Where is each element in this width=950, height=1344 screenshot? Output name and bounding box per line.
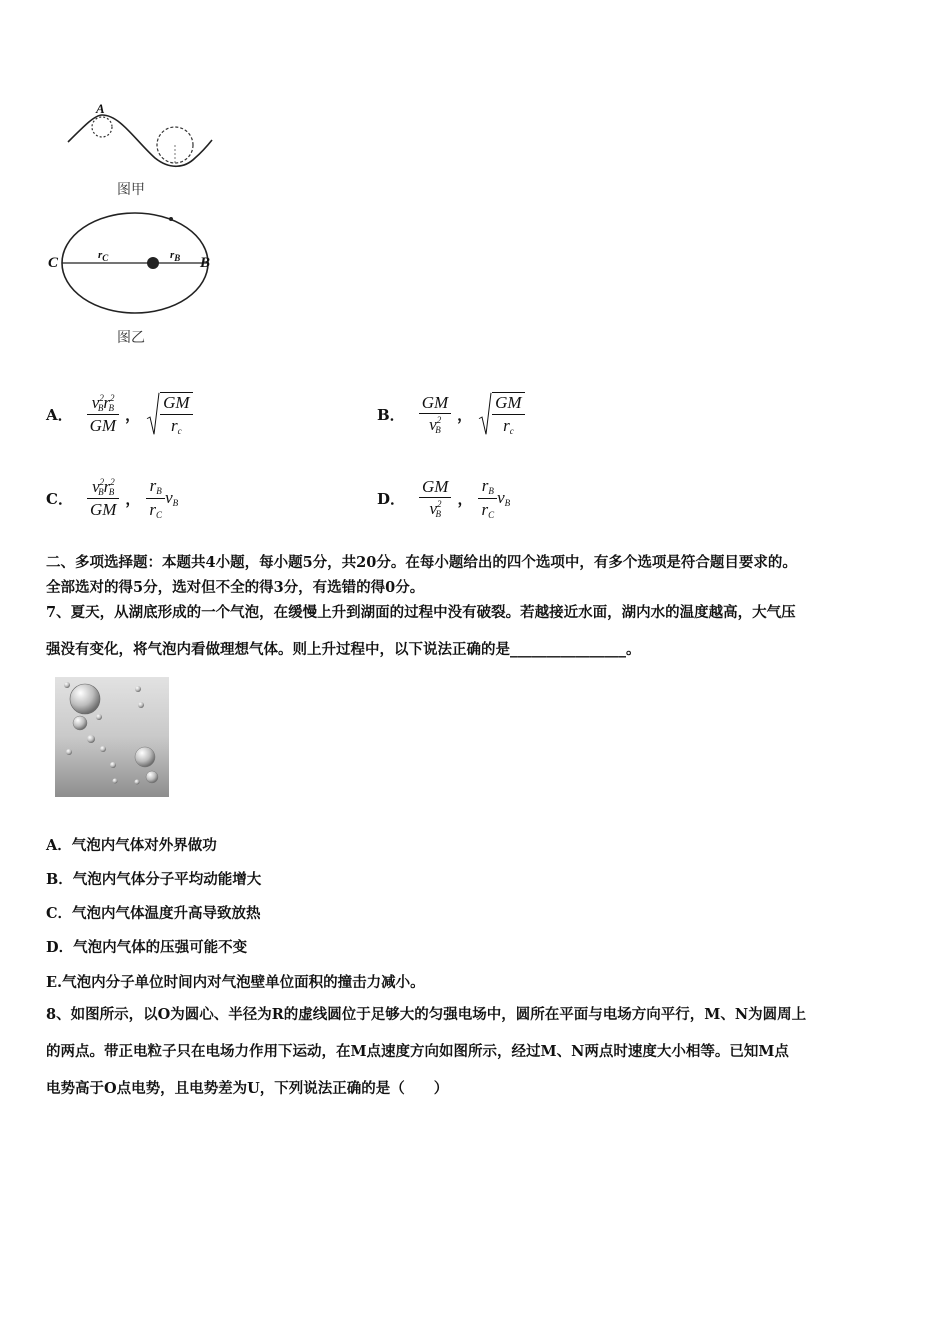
- q7-line1: 7、夏天，从湖底形成的一个气泡，在缓慢上升到湖面的过程中没有破裂。若越接近水面，湖内水的温度越高，大气压: [46, 604, 796, 621]
- caption-jia: 图甲: [117, 182, 145, 198]
- q8-line1: 8、如图所示，以O为圆心、半径为R的虚线圆位于足够大的匀强电场中，圆所在平面与电场方向平行，M、N为圆周上: [46, 1006, 807, 1023]
- bubble: [73, 716, 87, 730]
- bubble: [100, 746, 106, 752]
- small-circle: [92, 117, 112, 137]
- label-A: A: [96, 101, 105, 116]
- option-D[interactable]: D． $\frac{GM}{v^2_B}$ ， $\frac{r_B}{r_C}$ $v_B$: [377, 476, 511, 520]
- bubble: [135, 747, 155, 767]
- bubble: [146, 771, 158, 783]
- q7-option-C[interactable]: C．气泡内气体温度升高导致放热: [46, 905, 261, 922]
- bubble: [66, 749, 72, 755]
- bubble: [135, 686, 141, 692]
- q7-line2: 强没有变化，将气泡内看做理想气体。则上升过程中，以下说法正确的是________________。: [46, 641, 641, 658]
- caption-yi: 图乙: [117, 330, 145, 346]
- option-C[interactable]: C． $\frac{v^2_Br^2_B}{GM}$ ， $\frac{r_B}{r_C}$ $v_B$: [46, 476, 179, 520]
- label-rc: $r_C$: [98, 249, 109, 263]
- figure-wave: [60, 100, 220, 180]
- q8-line3: 电势高于O点电势，且电势差为U，下列说法正确的是（ ）: [46, 1080, 449, 1097]
- label-B: B: [200, 255, 211, 271]
- bubble: [110, 762, 116, 768]
- satellite-dot: [169, 217, 173, 221]
- q7-option-E[interactable]: E.气泡内分子单位时间内对气泡壁单位面积的撞击力减小。: [46, 974, 425, 991]
- figure-orbit: [55, 210, 215, 320]
- label-rb: $r_B$: [170, 249, 181, 263]
- central-body: [147, 257, 159, 269]
- bubble: [70, 684, 100, 714]
- q7-option-B[interactable]: B．气泡内气体分子平均动能增大: [46, 871, 262, 888]
- q8-line2: 的两点。带正电粒子只在电场力作用下运动，在M点速度方向如图所示，经过M、N两点时速度大小相等。已知M点: [46, 1043, 789, 1060]
- q7-option-A[interactable]: A．气泡内气体对外界做功: [46, 837, 217, 854]
- bubbles-image: [55, 677, 169, 797]
- option-A[interactable]: A． $\frac{v^2_Br^2_B}{GM}$ ， $\frac{GM}{r_c}$: [46, 384, 193, 444]
- section2-line2: 全部选对的得5分，选对但不全的得3分，有选错的得0分。: [46, 579, 425, 596]
- bubble: [87, 735, 95, 743]
- label-C: C: [48, 255, 59, 271]
- bubble: [96, 714, 102, 720]
- bubble: [135, 780, 140, 785]
- bubble: [138, 702, 144, 708]
- section2-line1: 二、多项选择题：本题共4小题，每小题5分，共20分。在每小题给出的四个选项中，有多个选项是符合题目要求的。: [46, 554, 797, 571]
- option-B[interactable]: B． $\frac{GM}{v^2_B}$ ， $\frac{GM}{r_c}$: [377, 384, 525, 444]
- bubble: [113, 779, 118, 784]
- q7-option-D[interactable]: D．气泡内气体的压强可能不变: [46, 939, 248, 956]
- bubble: [64, 682, 70, 688]
- wave-curve: [68, 115, 212, 166]
